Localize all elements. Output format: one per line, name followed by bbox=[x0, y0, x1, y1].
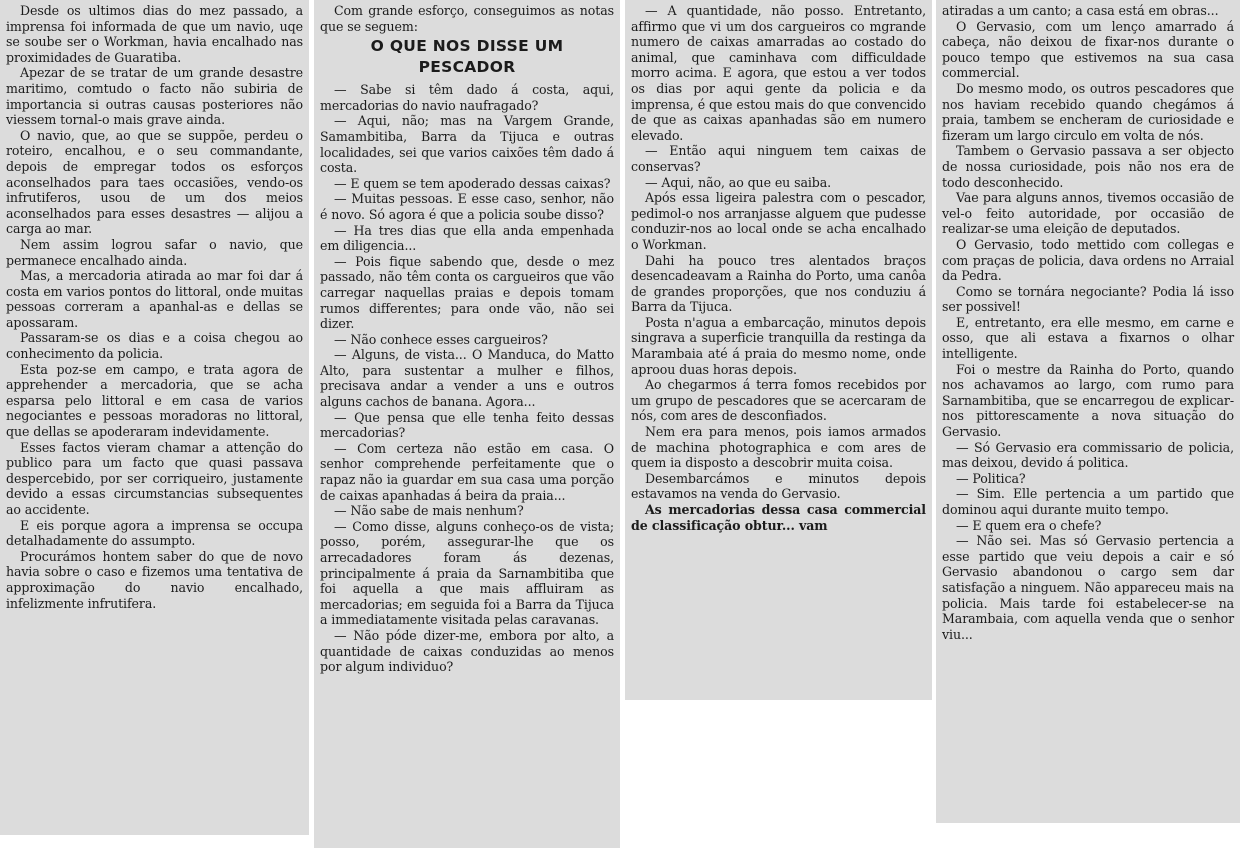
paragraph: Do mesmo modo, os outros pescadores que nos haviam recebido quando chegámos á praia, tambem se encheram de curiosidade e fizeram um largo circulo em volta de nós. bbox=[942, 80, 1234, 143]
paragraph: Posta n'agua a embarcação, minutos depois singrava a superficie tranquilla da restinga da Marambaia até á praia do mesmo nome, onde aproou duas horas depois. bbox=[631, 314, 926, 377]
dialogue-paragraph: — Muitas pessoas. E esse caso, senhor, não é novo. Só agora é que a policia soube disso? bbox=[320, 191, 614, 222]
dialogue-paragraph: — Que pensa que elle tenha feito dessas mercadorias? bbox=[320, 409, 614, 441]
dialogue-paragraph: — Ha tres dias que ella anda empenhada em diligencia... bbox=[320, 222, 614, 254]
dialogue-paragraph: — Como disse, alguns conheço-os de vista; posso, porém, assegurar-lhe que os arrecadadores foram ás dezenas, principalmente á praia da Sarnambitiba que foi aquella a que mais affluiram as mercadorias; em seguida foi a Barra da Tijuca a immediatamente visitada pelas caravanas. bbox=[320, 518, 614, 628]
dialogue-paragraph: — Com certeza não estão em casa. O senhor comprehende perfeitamente que o rapaz não ia guardar em sua casa uma porção de caixas apanhadas á beira da praia... bbox=[320, 440, 614, 503]
paragraph: Desembarcámos e minutos depois estavamos na venda do Gervasio. bbox=[631, 470, 926, 502]
paragraph: Como se tornára negociante? Podia lá isso ser possivel! bbox=[942, 283, 1234, 315]
paragraph: — Aqui, não, ao que eu saiba. bbox=[645, 174, 832, 190]
dialogue-paragraph: — Pois fique sabendo que, desde o mez passado, não têm conta os cargueiros que vão carregar naquellas praias e depois tomam rumos differentes; para onde vão, não sei dizer. bbox=[320, 253, 614, 332]
paragraph: Mas, a mercadoria atirada ao mar foi dar á costa em varios pontos do littoral, onde muitas pessoas correram a apanhal-as e dellas se apossaram. bbox=[6, 268, 303, 330]
paragraph-bold: As mercadorias dessa casa commercial de classificação obtur... vam bbox=[631, 502, 926, 533]
article-column-4 bbox=[936, 0, 1240, 823]
paragraph: O Gervasio, com um lenço amarrado á cabeça, não deixou de fixar-nos durante o pouco tempo que estivemos na sua casa commercial. bbox=[942, 18, 1234, 81]
paragraph: Esses factos vieram chamar a attenção do publico para um facto que quasi passava despercebido, por ser corriqueiro, justamente devido a essas circumstancias subsequentes ao accidente. bbox=[6, 439, 303, 517]
dialogue-paragraph: — Sabe si têm dado á costa, aqui, mercadorias do navio naufragado? bbox=[320, 82, 614, 113]
paragraph: Apezar de se tratar de um grande desastre maritimo, comtudo o facto não subiria de importancia si outras causas posteriores não viessem tornal-o mais grave ainda. bbox=[6, 65, 303, 128]
paragraph: Desde os ultimos dias do mez passado, a imprensa foi informada de que um navio, uqe se soube ser o Workman, havia encalhado nas proximidades de Guaratiba. bbox=[6, 3, 303, 65]
paragraph: — E quem era o chefe? bbox=[956, 517, 1102, 533]
dialogue-paragraph: — Não póde dizer-me, embora por alto, a quantidade de caixas conduzidas ao menos por algum individuo? bbox=[320, 627, 614, 675]
paragraph: Foi o mestre da Rainha do Porto, quando nos achavamos ao largo, com rumo para Sarnambitiba, que se encarregou de explicar-nos pittorescamente a nova situação do Gervasio. bbox=[942, 361, 1234, 440]
dialogue-paragraph: — Não conhece esses cargueiros? bbox=[334, 331, 548, 347]
dialogue-paragraph: — E quem se tem apoderado dessas caixas? bbox=[334, 175, 611, 191]
paragraph: Dahi ha pouco tres alentados braços desencadeavam a Rainha do Porto, uma canôa de grandes proporções, que nos conduziu á Barra da Tijuca. bbox=[631, 252, 926, 315]
paragraph: — A quantidade, não posso. Entretanto, affirmo que vi um dos cargueiros co mgrande numero de caixas amarradas ao costado do animal, que caminhava com difficuldade morro acima. E agora, que estou a ver todos os dias por aqui gente da policia e da imprensa, é que estou mais do que convencido de que as caixas apanhadas são em numero elevado. bbox=[631, 3, 926, 143]
paragraph: Ao chegarmos á terra fomos recebidos por um grupo de pescadores que se acercaram de nós, com ares de desconfiados. bbox=[631, 377, 926, 424]
paragraph: — Não sei. Mas só Gervasio pertencia a esse partido que veiu depois a cair e só Gervasio abandonou o cargo sem dar satisfação a ninguem. Não appareceu mais na policia. Mais tarde foi estabelecer-se na Marambaia, com aquella venda que o senhor viu... bbox=[942, 533, 1234, 642]
section-headline: O QUE NOS DISSE UM PESCADOR bbox=[370, 37, 564, 77]
dialogue-paragraph: — Não sabe de mais nenhum? bbox=[334, 503, 524, 519]
dialogue-paragraph: — Aqui, não; mas na Vargem Grande, Samambitiba, Barra da Tijuca e outras localidades, sei que varios caixões têm dado á costa. bbox=[320, 113, 614, 176]
article-column-3 bbox=[625, 0, 932, 700]
paragraph: Vae para alguns annos, tivemos occasião de vel-o feito autoridade, por occasião de realizar-se uma eleição de deputados. bbox=[942, 190, 1234, 237]
paragraph: — Então aqui ninguem tem caixas de conservas? bbox=[631, 143, 926, 174]
paragraph: O navio, que, ao que se suppõe, perdeu o roteiro, encalhou, e o seu commandante, depois de empregar todos os esforços aconselhados para taes occasiões, vendo-os infrutiferos, usou de um dos meios aconselhados para esses desastres — alijou a carga ao mar. bbox=[6, 127, 303, 237]
intro-paragraph: Com grande esforço, conseguimos as notas que se seguem: bbox=[320, 3, 614, 34]
paragraph: Passaram-se os dias e a coisa chegou ao conhecimento da policia. bbox=[6, 330, 303, 362]
paragraph: Nem assim logrou safar o navio, que permanece encalhado ainda. bbox=[6, 236, 303, 268]
paragraph: E, entretanto, era elle mesmo, em carne e osso, que ali estava a fixarnos o olhar intelligente. bbox=[942, 314, 1234, 362]
article-column-2 bbox=[314, 0, 620, 848]
paragraph: E eis porque agora a imprensa se occupa detalhadamente do assumpto. bbox=[6, 517, 303, 549]
paragraph: — Sim. Elle pertencia a um partido que dominou aqui durante muito tempo. bbox=[942, 486, 1234, 517]
paragraph: Procurámos hontem saber do que de novo havia sobre o caso e fizemos uma tentativa de approximação do navio encalhado, infelizmente infrutifera. bbox=[6, 548, 303, 611]
paragraph: O Gervasio, todo mettido com collegas e com praças de policia, dava ordens no Arraial da Pedra. bbox=[942, 236, 1234, 284]
paragraph: Esta poz-se em campo, e trata agora de apprehender a mercadoria, que se acha esparsa pelo littoral e em casa de varios negociantes e pessoas moradoras no littoral, que dellas se apoderaram indevidamente. bbox=[6, 361, 303, 440]
continued-text: atiradas a um canto; a casa está em obras... bbox=[942, 3, 1219, 18]
paragraph: — Só Gervasio era commissario de policia, mas deixou, devido á politica. bbox=[942, 439, 1234, 471]
article-column-1 bbox=[0, 0, 309, 835]
paragraph: — Politica? bbox=[956, 470, 1026, 486]
paragraph: Tambem o Gervasio passava a ser objecto de nossa curiosidade, pois não nos era de todo desconhecido. bbox=[942, 143, 1234, 190]
paragraph: Nem era para menos, pois iamos armados de machina photographica e com ares de quem ia disposto a descobrir muita coisa. bbox=[631, 424, 926, 471]
dialogue-paragraph: — Alguns, de vista... O Manduca, do Matto Alto, para sustentar a mulher e filhos, precisava andar a vender a uns e outros alguns cachos de banana. Agora... bbox=[320, 347, 614, 410]
paragraph: Após essa ligeira palestra com o pescador, pedimol-o nos arranjasse alguem que pudesse conduzir-nos ao local onde se acha encalhado o Workman. bbox=[631, 190, 926, 252]
